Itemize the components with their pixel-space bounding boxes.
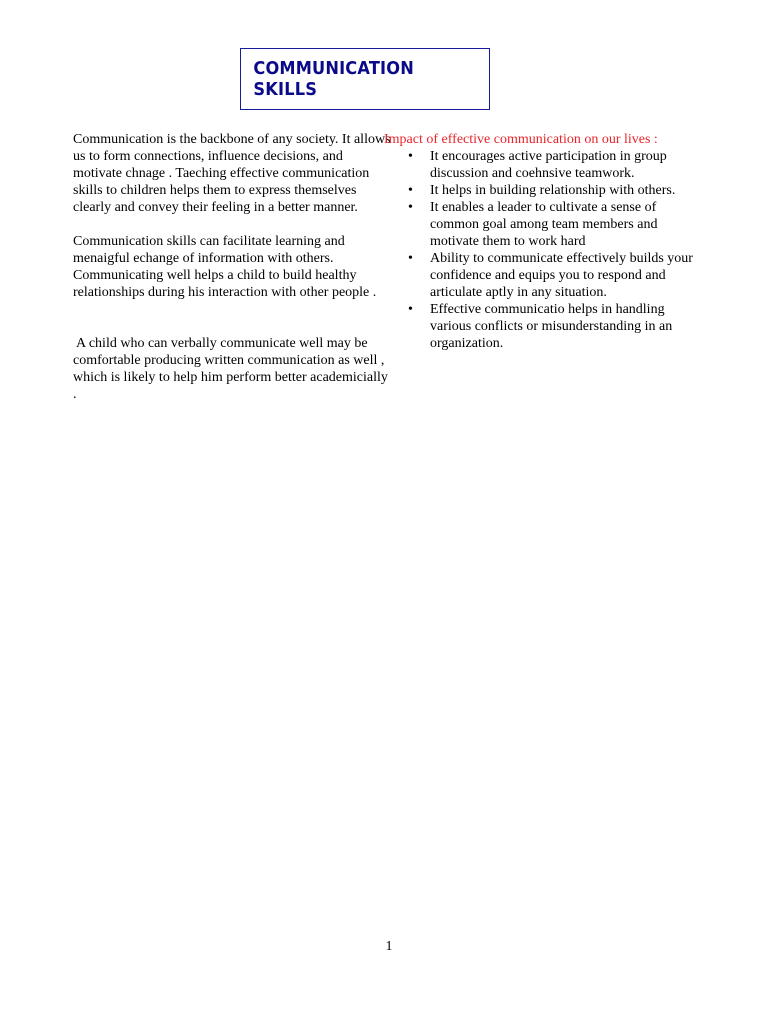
impact-heading: Impact of effective communication on our lives : [384,132,658,147]
bullet-icon: • [408,251,413,266]
list-item-text: It encourages active participation in group discussion and coehnsive teamwork. [430,149,667,181]
list-item-text: It enables a leader to cultivate a sense of common goal among team members and motivate them to work hard [430,200,658,249]
written-communication-paragraph: A child who can verbally communicate well may be comfortable producing written communication as well , which is likely to help him perform better academicially . [73,336,388,402]
page-number: 1 [385,939,393,954]
intro-paragraph: Communication is the backbone of any society. It allows us to form connections, influence decisions, and motivate chnage . Taeching effective communication skills to children helps them to express themselves clearly and convey their feeling in a better manner. [73,132,391,215]
right-column [384,131,704,352]
list-item [384,148,704,182]
list-item [384,301,704,352]
bullet-icon: • [408,200,413,215]
list-item [384,182,704,199]
bullet-icon: • [408,183,413,198]
bullet-icon: • [408,302,413,317]
impact-list [384,148,704,352]
learning-paragraph: Communication skills can facilitate learning and menaigful echange of information with others. Communicating well helps a child to build healthy relationships during his interaction with other people . [73,234,377,300]
list-item-text: Ability to communicate effectively builds your confidence and equips you to respond and articulate aptly in any situation. [430,251,693,300]
title-box [240,48,490,110]
bullet-icon: • [408,149,413,164]
list-item [384,250,704,301]
list-item [384,199,704,250]
list-item-text: It helps in building relationship with others. [430,183,676,198]
list-item-text: Effective communicatio helps in handling various conflicts or misunderstanding in an organization. [430,302,673,351]
page-title: COMMUNICATION SKILLS [253,58,414,100]
left-column [73,131,393,403]
